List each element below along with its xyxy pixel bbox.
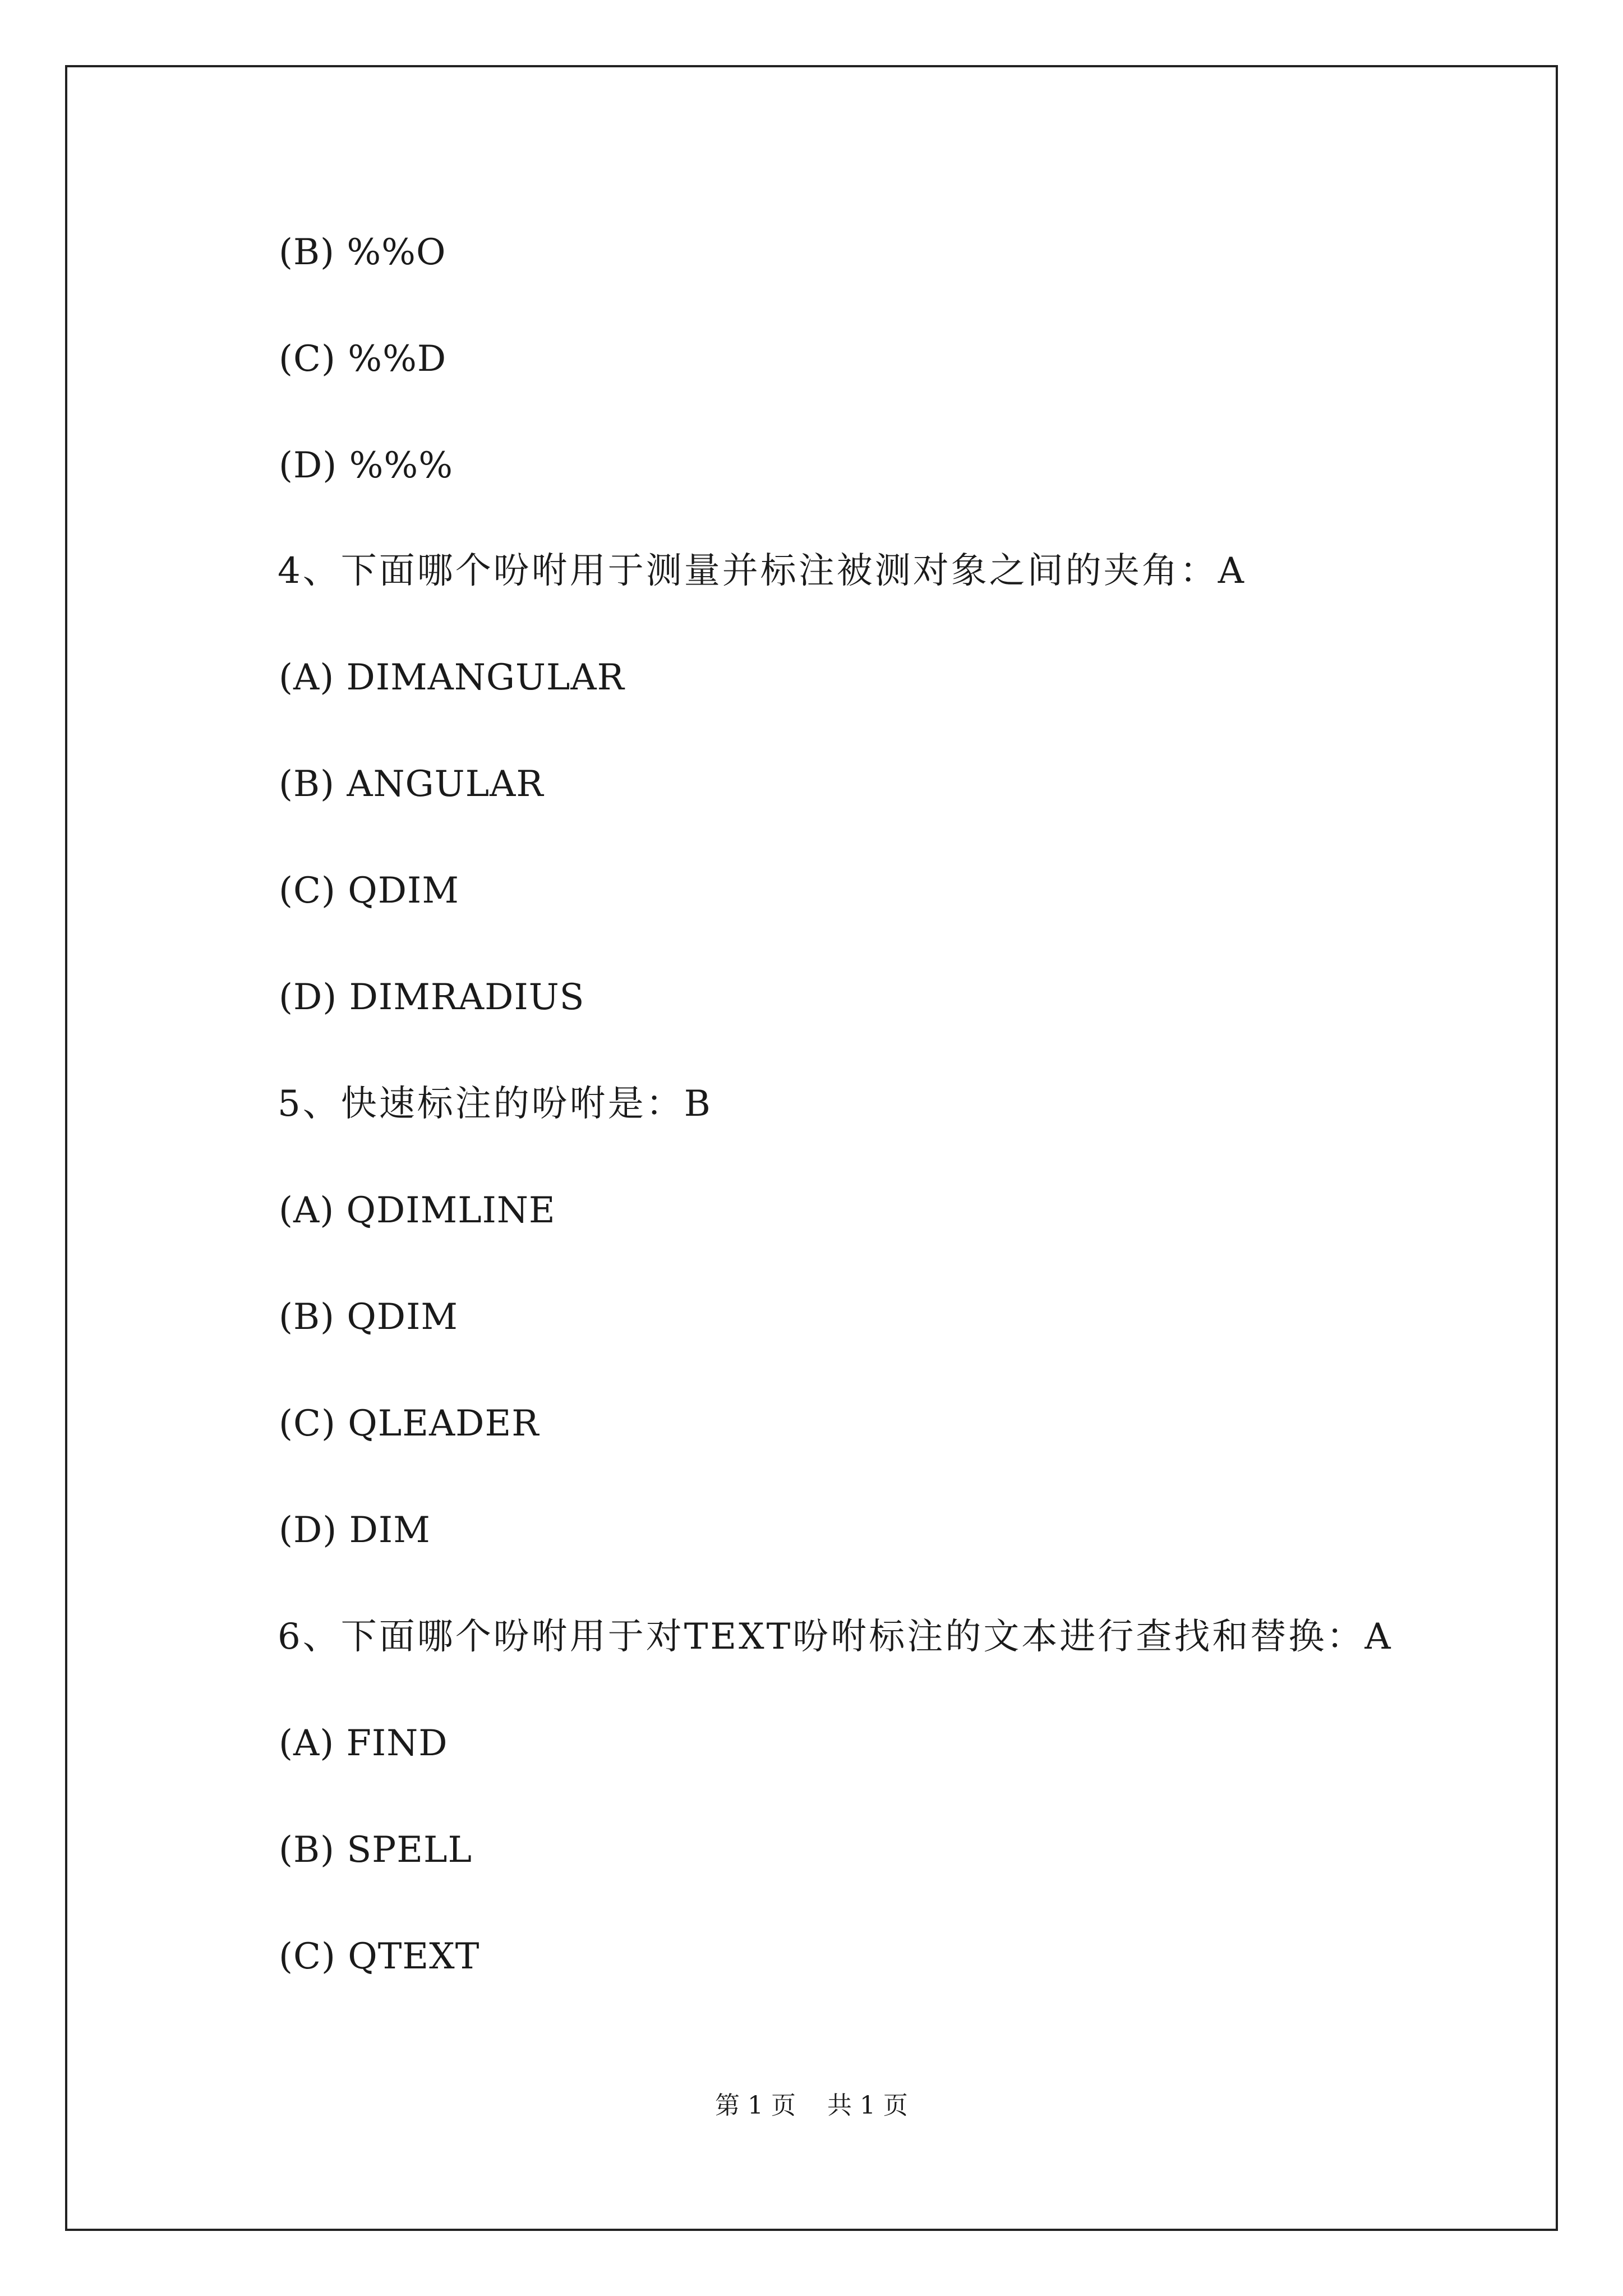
option-c-q3: (C) %%D xyxy=(279,338,447,380)
option-a-q6: (A) FIND xyxy=(279,1723,448,1764)
page-footer: 第 1 页 共 1 页 xyxy=(715,2091,908,2120)
option-b-q3: (B) %%O xyxy=(279,232,446,273)
option-c-q5: (C) QLEADER xyxy=(279,1403,540,1444)
option-b-q5: (B) QDIM xyxy=(279,1296,458,1338)
option-d-q5: (D) DIM xyxy=(279,1510,431,1551)
question-5: 5、快速标注的吩咐是：B xyxy=(278,1083,713,1125)
page-border xyxy=(65,65,1558,2231)
option-c-q6: (C) QTEXT xyxy=(279,1936,480,1977)
option-b-q6: (B) SPELL xyxy=(279,1829,472,1871)
option-a-q5: (A) QDIMLINE xyxy=(279,1190,556,1231)
option-c-q4: (C) QDIM xyxy=(279,870,459,912)
question-4: 4、下面哪个吩咐用于测量并标注被测对象之间的夹角：A xyxy=(278,550,1246,592)
question-6: 6、下面哪个吩咐用于对TEXT吩咐标注的文本进行查找和替换：A xyxy=(278,1616,1393,1658)
option-d-q4: (D) DIMRADIUS xyxy=(279,977,585,1018)
option-d-q3: (D) %%% xyxy=(279,445,454,486)
option-b-q4: (B) ANGULAR xyxy=(279,763,544,805)
option-a-q4: (A) DIMANGULAR xyxy=(279,657,625,698)
